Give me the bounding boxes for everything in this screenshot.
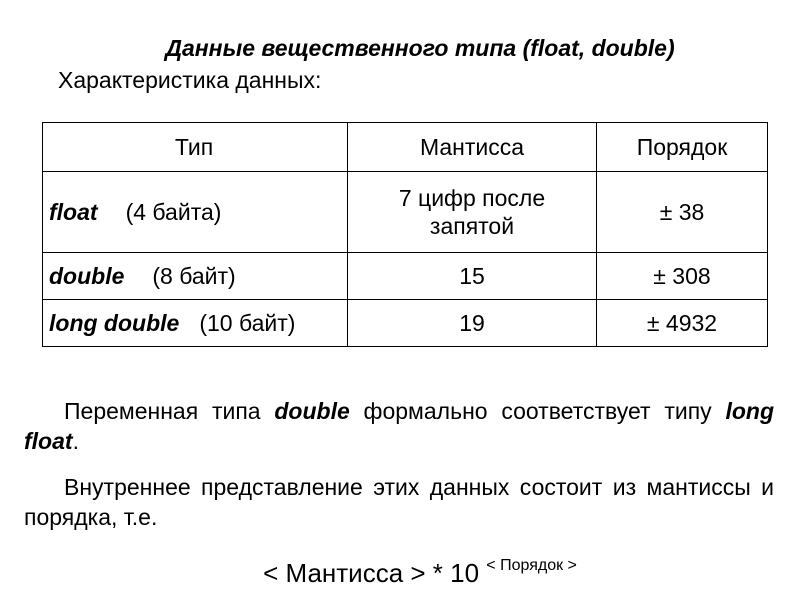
- paragraph1-keyword-double: double: [274, 398, 350, 424]
- paragraph-internal-representation: [24, 472, 774, 532]
- paragraph1-text-2: формально соответствует типу: [349, 398, 726, 424]
- paragraph1-text-1: Переменная типа: [64, 398, 275, 424]
- cell-mantissa: 15: [348, 253, 597, 300]
- slide-subtitle: Характеристика данных:: [58, 67, 322, 93]
- header-mantissa: Мантисса: [348, 123, 597, 172]
- header-type: Тип: [43, 123, 348, 172]
- formula-exponent: < Порядок >: [486, 557, 577, 574]
- table-row: [43, 300, 768, 347]
- table-row: [43, 253, 768, 300]
- table-row: [43, 172, 768, 253]
- type-name: double: [49, 263, 125, 289]
- cell-mantissa: 19: [348, 300, 597, 347]
- cell-order: ± 308: [597, 253, 768, 300]
- formula-base: < Мантисса > * 10: [263, 558, 480, 588]
- table-header-row: [43, 123, 768, 172]
- header-order: Порядок: [597, 123, 768, 172]
- cell-mantissa: 7 цифр после запятой: [348, 172, 597, 253]
- cell-type: [43, 172, 348, 253]
- formula: [0, 548, 800, 591]
- cell-order: ± 4932: [597, 300, 768, 347]
- type-size: (8 байт): [152, 263, 236, 289]
- type-size: (10 байт): [199, 310, 296, 336]
- paragraph-double-equivalence: [24, 396, 774, 456]
- data-types-table: [42, 122, 768, 347]
- cell-type: [43, 300, 348, 347]
- type-size: (4 байта): [125, 199, 222, 225]
- paragraph2-text: Внутреннее представление этих данных состоит из мантиссы и порядка, т.е.: [24, 474, 774, 530]
- type-name: float: [49, 199, 98, 225]
- paragraph1-keyword-long-float: long float: [24, 398, 774, 454]
- type-name: long double: [49, 310, 180, 336]
- cell-type: [43, 253, 348, 300]
- cell-order: ± 38: [597, 172, 768, 253]
- slide-title: Данные вещественного типа (float, double): [165, 35, 675, 61]
- paragraph1-text-3: .: [72, 428, 79, 454]
